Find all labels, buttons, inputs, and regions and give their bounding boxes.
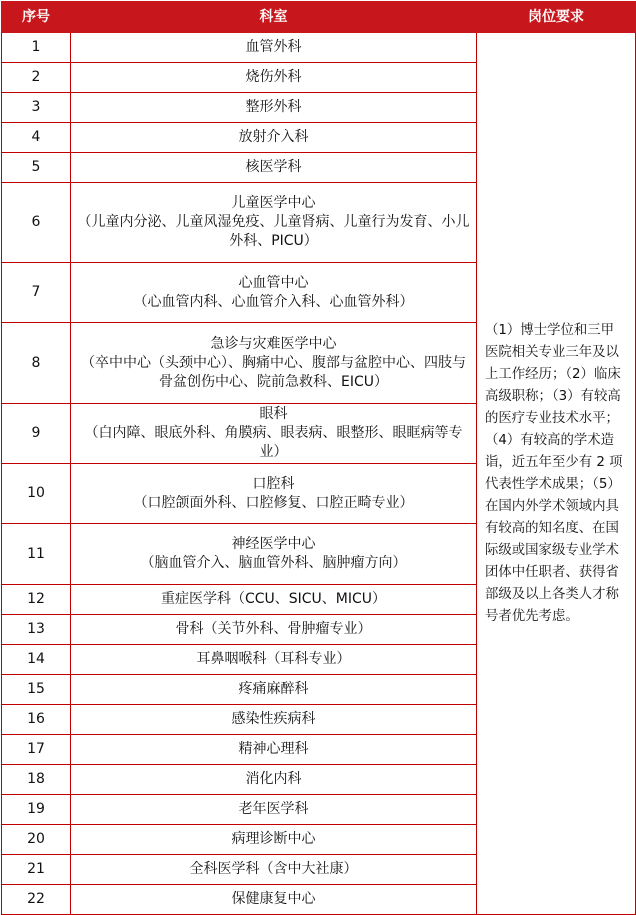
dept-subunits: （心血管内科、心血管介入科、心血管外科）: [133, 293, 414, 310]
header-req: 岗位要求: [477, 2, 636, 33]
recruitment-table: [1, 1, 636, 915]
dept-name: 心血管中心: [238, 274, 309, 291]
row-seq: 8: [2, 323, 71, 404]
table-row: [2, 33, 636, 63]
row-dept: [71, 855, 477, 885]
dept-name: 重症医学科（CCU、SICU、MICU）: [160, 591, 387, 607]
table-body: [2, 33, 636, 915]
dept-name: 整形外科: [245, 99, 302, 115]
dept-name: 保健康复中心: [231, 891, 316, 907]
row-seq: 22: [2, 885, 71, 915]
dept-name: 骨科（关节外科、骨肿瘤专业）: [175, 621, 372, 637]
dept-name: 消化内科: [245, 771, 302, 787]
row-dept: [71, 524, 477, 585]
row-seq: 6: [2, 183, 71, 263]
header-dept: 科室: [71, 2, 477, 33]
row-dept: [71, 404, 477, 464]
dept-name: 烧伤外科: [245, 69, 302, 85]
row-seq: 5: [2, 153, 71, 183]
row-dept: [71, 93, 477, 123]
row-dept: [71, 33, 477, 63]
row-seq: 2: [2, 63, 71, 93]
row-dept: [71, 645, 477, 675]
dept-name: 神经医学中心: [231, 536, 316, 552]
dept-subunits: （白内障、眼底外科、角膜病、眼表病、眼整形、眼眶病等专业）: [84, 425, 463, 460]
dept-subunits: （儿童内分泌、儿童风湿免疫、儿童肾病、儿童行为发育、小儿外科、PICU）: [77, 214, 470, 249]
row-seq: 14: [2, 645, 71, 675]
header-seq: 序号: [2, 2, 71, 33]
requirements-cell: （1）博士学位和三甲医院相关专业三年及以上工作经历；（2）临床高级职称；（3）有较高的医疗专业技术水平；（4）有较高的学术造诣，近五年至少有 2 项代表性学术成果；（5）在国内外学术领域内具有较高的知名度、在国际级或国家级专业学术团体中任职者、获得省部级及以上各类人才称号者优先考虑。: [477, 33, 636, 915]
dept-name: 精神心理科: [238, 741, 309, 757]
row-seq: 19: [2, 795, 71, 825]
dept-name: 血管外科: [245, 39, 302, 55]
row-dept: [71, 123, 477, 153]
row-dept: [71, 795, 477, 825]
row-seq: 10: [2, 464, 71, 524]
row-seq: 3: [2, 93, 71, 123]
row-dept: [71, 825, 477, 855]
row-seq: 20: [2, 825, 71, 855]
dept-subunits: （脑血管介入、脑血管外科、脑肿瘤方向）: [140, 555, 407, 571]
row-dept: [71, 63, 477, 93]
row-seq: 4: [2, 123, 71, 153]
row-seq: 12: [2, 585, 71, 615]
row-dept: [71, 323, 477, 404]
row-dept: [71, 183, 477, 263]
row-seq: 9: [2, 404, 71, 464]
dept-name: 核医学科: [245, 159, 302, 175]
row-dept: [71, 153, 477, 183]
row-seq: 17: [2, 735, 71, 765]
row-dept: [71, 675, 477, 705]
dept-name: 全科医学科（含中大社康）: [189, 861, 358, 877]
dept-name: 耳鼻咽喉科（耳科专业）: [196, 651, 351, 667]
dept-name: 口腔科: [252, 475, 295, 492]
row-seq: 7: [2, 263, 71, 323]
dept-name: 感染性疾病科: [231, 711, 316, 727]
dept-name: 疼痛麻醉科: [238, 681, 309, 697]
row-dept: [71, 585, 477, 615]
row-dept: [71, 885, 477, 915]
dept-name: 儿童医学中心: [231, 195, 316, 211]
row-seq: 13: [2, 615, 71, 645]
row-dept: [71, 615, 477, 645]
dept-name: 放射介入科: [238, 129, 309, 145]
row-dept: [71, 263, 477, 323]
dept-name: 眼科: [259, 406, 288, 422]
row-seq: 1: [2, 33, 71, 63]
header-row: [2, 2, 636, 33]
dept-name: 急诊与灾难医学中心: [210, 335, 337, 352]
row-seq: 16: [2, 705, 71, 735]
row-seq: 15: [2, 675, 71, 705]
row-seq: 18: [2, 765, 71, 795]
row-dept: [71, 765, 477, 795]
dept-name: 病理诊断中心: [231, 831, 316, 847]
row-dept: [71, 705, 477, 735]
row-seq: 21: [2, 855, 71, 885]
row-seq: 11: [2, 524, 71, 585]
dept-name: 老年医学科: [238, 801, 309, 817]
row-dept: [71, 464, 477, 524]
dept-subunits: （卒中中心（头颈中心）、胸痛中心、腹部与盆腔中心、四肢与骨盆创伤中心、院前急救科、EICU）: [81, 354, 466, 390]
row-dept: [71, 735, 477, 765]
dept-subunits: （口腔颌面外科、口腔修复、口腔正畸专业）: [133, 494, 414, 511]
